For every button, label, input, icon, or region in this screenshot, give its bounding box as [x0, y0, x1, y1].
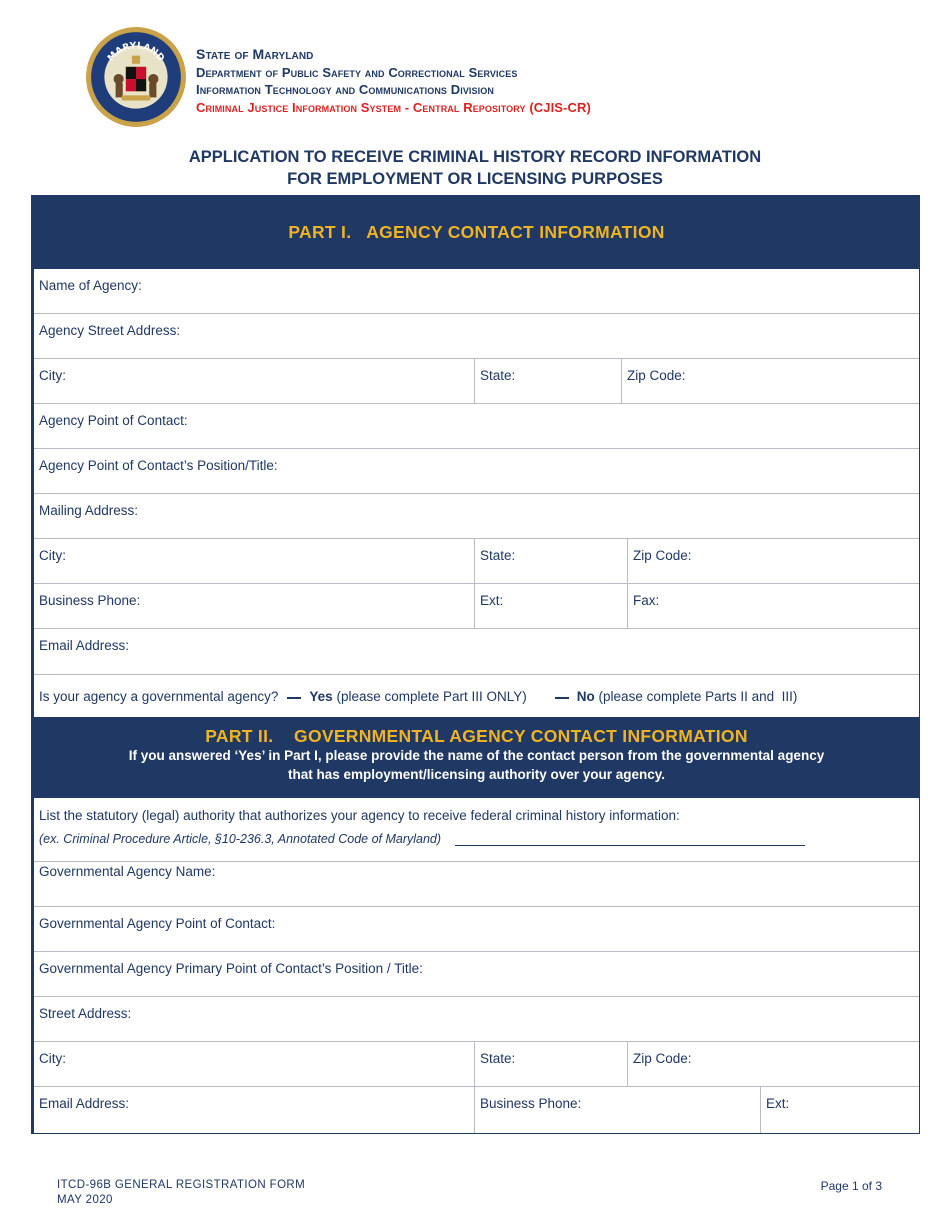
city-label: City:: [39, 368, 66, 383]
state-label: State:: [480, 368, 516, 383]
ext-label: Ext:: [766, 1096, 790, 1111]
gov-email-row: [34, 1087, 919, 1133]
form-date: MAY 2020: [57, 1194, 113, 1206]
yes-checkbox[interactable]: [287, 689, 301, 699]
no-note: (please complete Parts II and III): [598, 688, 798, 704]
statute-row: [34, 798, 919, 862]
gov-agency-name-field[interactable]: [34, 862, 919, 906]
division-name: Information Technology and Communications Division: [196, 82, 494, 97]
seal-text: MARYLAND: [105, 40, 167, 64]
form-id: ITCD-96B GENERAL REGISTRATION FORM: [57, 1179, 306, 1191]
email-field[interactable]: [34, 629, 919, 674]
zip-label: Zip Code:: [627, 368, 686, 383]
state-label: State:: [480, 548, 516, 563]
city-label: City:: [39, 1051, 66, 1066]
state-name: State of Maryland: [196, 46, 314, 62]
phone-label: Business Phone:: [39, 593, 141, 608]
state-label: State:: [480, 1051, 516, 1066]
poc-field[interactable]: [34, 404, 919, 448]
gov-ext-field[interactable]: [760, 1087, 919, 1133]
ext-label: Ext:: [480, 593, 504, 608]
gov-poc-title-label: Governmental Agency Primary Point of Contact’s Position / Title:: [39, 961, 423, 976]
gov-poc-title-field[interactable]: [34, 952, 919, 996]
ext-field[interactable]: [474, 584, 627, 628]
gov-street-label: Street Address:: [39, 1006, 132, 1021]
gov-poc-title-row: [34, 952, 919, 997]
statute-example: (ex. Criminal Procedure Article, §10-236.3, Annotated Code of Maryland): [39, 832, 442, 846]
fax-field[interactable]: [627, 584, 919, 628]
agency-street-field[interactable]: [34, 314, 919, 358]
phone-row: [34, 584, 919, 629]
yes-note: (please complete Part III ONLY): [336, 688, 527, 704]
agency-zip-field[interactable]: [621, 359, 919, 403]
poc-row: [34, 404, 919, 449]
gov-city-field[interactable]: [34, 1042, 474, 1086]
fax-label: Fax:: [633, 593, 660, 608]
poc-title-label: Agency Point of Contact’s Position/Title:: [39, 458, 278, 473]
phone-label: Business Phone:: [480, 1096, 582, 1111]
gov-street-row: [34, 997, 919, 1042]
maryland-seal-logo: [85, 26, 187, 128]
gov-street-field[interactable]: [34, 997, 919, 1041]
part2-heading: PART II. GOVERNMENTAL AGENCY CONTACT INFORMATION: [205, 726, 748, 746]
governmental-question-row: [34, 675, 919, 717]
statute-input-line[interactable]: [455, 833, 805, 846]
agency-city-field[interactable]: [34, 359, 474, 403]
poc-label: Agency Point of Contact:: [39, 413, 188, 428]
email-row: [34, 629, 919, 675]
part1-banner: [34, 196, 919, 269]
agency-city-row: [34, 359, 919, 404]
gov-poc-label: Governmental Agency Point of Contact:: [39, 916, 276, 931]
agency-street-label: Agency Street Address:: [39, 323, 181, 338]
agency-name-field[interactable]: [34, 269, 919, 313]
agency-header: [196, 46, 591, 116]
yes-label: Yes: [309, 688, 333, 704]
mailing-zip-field[interactable]: [627, 539, 919, 583]
statute-label: List the statutory (legal) authority that authorizes your agency to receive federal criminal history information:: [39, 808, 680, 823]
email-label: Email Address:: [39, 638, 130, 653]
governmental-question: Is your agency a governmental agency?: [39, 688, 279, 704]
agency-street-row: [34, 314, 919, 359]
form-title-line2: FOR EMPLOYMENT OR LICENSING PURPOSES: [287, 170, 663, 188]
poc-title-field[interactable]: [34, 449, 919, 493]
gov-poc-field[interactable]: [34, 907, 919, 951]
gov-state-field[interactable]: [474, 1042, 627, 1086]
mailing-address-field[interactable]: [34, 494, 919, 538]
gov-poc-row: [34, 907, 919, 952]
city-label: City:: [39, 548, 66, 563]
gov-name-label: Governmental Agency Name:: [39, 864, 216, 879]
agency-name-row: [34, 269, 919, 314]
mailing-city-row: [34, 539, 919, 584]
zip-label: Zip Code:: [633, 1051, 692, 1066]
zip-label: Zip Code:: [633, 548, 692, 563]
no-checkbox[interactable]: [555, 689, 569, 699]
business-phone-field[interactable]: [34, 584, 474, 628]
mailing-city-field[interactable]: [34, 539, 474, 583]
gov-email-field[interactable]: [34, 1087, 474, 1133]
mailing-state-field[interactable]: [474, 539, 627, 583]
gov-zip-field[interactable]: [627, 1042, 919, 1086]
application-form: [31, 195, 920, 1134]
part2-banner: [34, 717, 919, 798]
part2-instruction-line1: If you answered ‘Yes’ in Part I, please provide the name of the contact person from the governmental agency: [128, 748, 825, 763]
agency-name-label: Name of Agency:: [39, 278, 142, 293]
gov-phone-field[interactable]: [474, 1087, 760, 1133]
part2-instruction-line2: that has employment/licensing authority over your agency.: [287, 767, 666, 782]
form-title-line1: APPLICATION TO RECEIVE CRIMINAL HISTORY RECORD INFORMATION: [188, 148, 762, 166]
no-label: No: [576, 688, 595, 704]
part1-heading: PART I. AGENCY CONTACT INFORMATION: [288, 222, 665, 242]
repository-name: Criminal Justice Information System - Central Repository (CJIS-CR): [196, 99, 591, 115]
agency-state-field[interactable]: [474, 359, 621, 403]
gov-name-row: [34, 862, 919, 907]
department-name: Department of Public Safety and Correctional Services: [196, 64, 518, 80]
gov-city-row: [34, 1042, 919, 1087]
form-title: [0, 146, 950, 190]
page-number: Page 1 of 3: [820, 1179, 882, 1193]
mailing-row: [34, 494, 919, 539]
poc-title-row: [34, 449, 919, 494]
footer-form-id: [57, 1178, 305, 1208]
email-label: Email Address:: [39, 1096, 130, 1111]
mailing-label: Mailing Address:: [39, 503, 139, 518]
